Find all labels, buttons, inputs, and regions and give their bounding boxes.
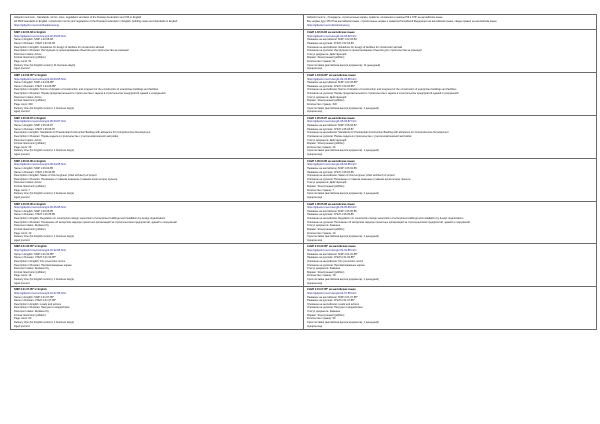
block-detail-line: Статус документа: Действующий [307, 138, 347, 142]
table-row [11, 115, 597, 158]
block-detail-line: Document status: Replaced by [14, 224, 49, 228]
table-row [11, 30, 597, 73]
block-detail-line: Название на английском: SNiP 1.04.03-85* [307, 81, 358, 85]
table-header-row [11, 15, 597, 30]
block-detail-line: Aged premod [14, 195, 30, 199]
block-detail-line: Description in Russian: Нормы задела в строительстве с учетом комплексной застройки [14, 134, 119, 138]
block-detail-line: Описание на русском: Положение о главном инженере (главном архитекторе) проекта [307, 177, 411, 181]
block-detail-line: Название на английском: SNiP 1.06.05-85 [307, 209, 357, 213]
block-url[interactable]: https://gidpoint.med.com/eng/2-01-02-85.html [14, 249, 66, 252]
block-detail-line: Page count: 40 [14, 145, 32, 149]
standard-cell-russian-5 [304, 244, 597, 287]
block-detail-line: Page count: 51 [14, 60, 32, 63]
block-detail-line: Статус документа: Действующий [307, 181, 347, 185]
block-detail-line: Формат: Электронный (pdf/doc) [307, 56, 345, 60]
block-detail-line: Описание на русском: Противопожарные нормы [307, 263, 365, 267]
block-detail-line: Document status: Active [14, 95, 42, 99]
block-detail-line: Document status: Active [14, 181, 42, 185]
block-title: СНиП 1.06.05-85 на английском языке [307, 202, 355, 206]
standard-cell-russian-1 [304, 72, 597, 115]
block-title: SNiP 1.06.04-85 in English [14, 159, 46, 163]
block-detail-line: Название на английском: SNiP 2.01.07-85* [307, 295, 358, 299]
block-detail-line: Document status: Replaced by [14, 267, 49, 271]
block-detail-line: Формат: Электронный (pdf/doc) [307, 185, 345, 188]
block-title: СНиП 1.02.03-83 на английском языке [307, 31, 355, 34]
block-detail-line: Delivery time (for English version): 1 business day(s) [14, 278, 74, 281]
block-detail-line: Aged premod [14, 238, 30, 242]
block-detail-line: Format: Electronic (pdf/doc) [14, 313, 46, 317]
block-detail-line: Описание на русском: Нормы задела в строительстве с учетом комплексной застройки [307, 134, 412, 138]
block-title: СНиП 1.05.03-87 на английском языке [307, 116, 355, 120]
block-detail-line: Page count: 50 [14, 317, 32, 321]
block-detail-line: Описание на русском: Положение об авторском надзоре проектных организаций за строительством предприятий, зданий и сооружений [307, 220, 470, 224]
block-title: СНиП 2.01.07-85* на английском языке [307, 288, 356, 292]
block-detail-line: Описание на английском: Standards for Presidential Construction Backlog with allowance for Comprehensive Development [307, 131, 449, 135]
block-detail-line: Name in English: SNiP 2.01.07-85* [14, 295, 54, 299]
block-detail-line: Delivery time (for English version): 1 business day(s) [14, 235, 74, 239]
block-detail-line: Description in English: Guidelines for design of facilities for construction abroad [14, 45, 105, 49]
block-detail-line: Page count: 320 [14, 102, 33, 106]
table-row [11, 201, 597, 244]
block-detail-line: Name in English: SNiP 1.02.03-83 [14, 38, 53, 42]
block-detail-line: Количество страниц: 18 [307, 274, 336, 278]
block-title: СНиП 2.01.02-85* на английском языке [307, 245, 356, 249]
block-title: SNiP 1.05.03-87 in English [14, 116, 46, 120]
block-detail-line: Название на русском: СНиП 2.01.02-85* [307, 256, 355, 260]
block-detail-line: Description in Russian: Нагрузки и воздействия [14, 306, 70, 310]
block-detail-line: Срок поставки (английская версия документа): 11 день(дней) [307, 63, 381, 67]
block-url[interactable]: https://gidpoint.med.com/eng/1-06-04-85.html [14, 163, 66, 167]
standard-cell-english-4 [11, 201, 304, 244]
block-detail-line: Description in English: Regulation on construction design supervision of enterprises buildings and installation by design organizations [14, 217, 166, 220]
block-url[interactable]: https://gidpoint.med.com/eng/1-05-03-87.html [14, 120, 66, 124]
block-detail-line: Delivery time (for English version): 1 business day(s) [14, 149, 74, 153]
block-detail-line: Document status: Replaced by [14, 310, 49, 313]
block-url[interactable]: https://gidpoint.med.com/eng/1-06-05-85.html [14, 206, 66, 210]
block-detail-line: Description in English: Norms of duration of construction and progress for the construction of enterprises buildings and facilities [14, 88, 159, 92]
block-detail-line: Аукцион мод [307, 67, 323, 71]
standard-cell-english-1 [11, 72, 304, 115]
block-url[interactable]: https://gidpoint.med.com/eng/1-04-03-85.html [14, 77, 66, 81]
block-detail-line: Document status: Active [14, 52, 42, 56]
block-url[interactable]: https://gidpoint.med.ru/eng/1-06-05-85.html [307, 206, 357, 210]
block-detail-line: Количество страниц: 7 [307, 188, 334, 192]
block-detail-line: Аукцион мод [307, 153, 323, 156]
block-url[interactable]: https://gidpoint.med.ru/eng/2-01-02-85.html [307, 249, 357, 252]
block-detail-line: Delivery time (for English version): 1 business day(s) [14, 320, 74, 324]
block-url[interactable]: https://gidpoint.med.com/eng/1-02-03-83.html [14, 34, 66, 38]
block-detail-line: Описание на английском: Regulation on construction design supervision of enterprises buildings and installation by design organizations [307, 217, 464, 220]
block-detail-line: Description in Russian: Противопожарные нормы [14, 263, 72, 267]
header-line: All SNiP standards in English, construction norms and regulations of the Russian Federation in English, building codes and standards in English [14, 20, 178, 23]
block-detail-line: Статус документа: Заменен [307, 224, 341, 228]
block-detail-line: Format: Electronic (pdf/doc) [14, 270, 46, 274]
table-row [11, 287, 597, 330]
block-detail-line: Название на английском: SNiP 2.01.02-85* [307, 252, 358, 256]
block-detail-line: Name in Russian: СНиП 2.01.07-85* [14, 299, 56, 303]
block-detail-line: Срок поставки (английская версия документа): 1 день(дней) [307, 235, 379, 239]
block-detail-line: Format: Electronic (pdf/doc) [14, 56, 46, 60]
block-detail-line: Название на русском: СНиП 1.06.04-85 [307, 170, 354, 174]
block-detail-line: Количество страниц: 51 [307, 60, 336, 63]
block-detail-line: Количество страниц: 40 [307, 145, 336, 149]
block-detail-line: Формат: Электронный (pdf/doc) [307, 227, 345, 231]
header-line[interactable]: https://gidpoint.med.ru/bookstore/eng [307, 24, 350, 27]
block-detail-line: Формат: Электронный (pdf/doc) [307, 99, 345, 103]
block-detail-line: Срок поставки (английская версия документа): 2 день(дней) [307, 192, 379, 196]
block-detail-line: Количество страниц: 320 [307, 102, 337, 106]
block-detail-line: Аукцион мод [307, 238, 323, 242]
block-detail-line: Статус документа: Действующий [307, 95, 347, 99]
block-detail-line: Name in Russian: СНиП 2.01.02-85* [14, 256, 56, 260]
standard-cell-english-0 [11, 30, 304, 73]
block-title: СНиП 1.06.04-85 на английском языке [307, 159, 355, 163]
block-detail-line: Количество страниц: 10 [307, 231, 336, 235]
block-detail-line: Name in English: SNiP 1.06.05-85 [14, 209, 53, 213]
block-detail-line: Aged premod [14, 67, 30, 71]
standards-catalog-table [10, 14, 597, 330]
block-url[interactable]: https://gidpoint.med.ru/eng/1-06-04-85.html [307, 163, 357, 167]
block-detail-line: Description in Russian: Инструкция по проектированию объектов для строительства за границей [14, 49, 129, 53]
table-row [11, 244, 597, 287]
standard-cell-english-6 [11, 287, 304, 330]
block-detail-line: Description in English: Fire prevention norms [14, 259, 66, 263]
block-detail-line: Name in English: SNiP 1.05.03-87 [14, 124, 53, 127]
table-body [11, 15, 597, 330]
block-detail-line: Аукцион мод [307, 110, 323, 114]
block-detail-line: Delivery time (for English version): 1 business day(s) [14, 106, 74, 110]
block-detail-line: Статус документа: Заменен [307, 267, 341, 271]
standard-cell-russian-4 [304, 201, 597, 244]
block-detail-line: Название на английском: SNiP 1.05.03-87 [307, 124, 357, 127]
block-detail-line: Name in English: SNiP 1.04.03-85* [14, 81, 54, 85]
standard-cell-russian-3 [304, 158, 597, 201]
block-detail-line: Description in English: Loads and actions [14, 302, 61, 306]
standard-cell-russian-6 [304, 287, 597, 330]
header-line: Все нормы друг СНиП на английском языке, строительные нормы и правила Российской Федерации на английском языке, своды правил на английском языке [307, 20, 497, 23]
block-detail-line: Description in English: Standards for Presidential Construction Backlog with allowance for Comprehensive Development [14, 131, 151, 135]
block-detail-line: Срок поставки (английская версия документа): 1 день(дней) [307, 320, 379, 324]
block-detail-line: Описание на английском: Loads and actions [307, 302, 360, 306]
block-detail-line: Description in English: Status of chief engineer (chief architect) of project [14, 174, 97, 178]
block-detail-line: Название на русском: СНиП 2.01.07-85* [307, 299, 355, 303]
block-detail-line: Format: Electronic (pdf/doc) [14, 185, 46, 188]
standard-cell-english-3 [11, 158, 304, 201]
block-detail-line: Name in English: SNiP 2.01.02-85* [14, 252, 54, 256]
block-detail-line: Срок поставки (английская версия документа): 1 день(дней) [307, 278, 379, 281]
block-title: SNiP 2.01.02-85* in English [14, 245, 47, 249]
standard-cell-english-2 [11, 115, 304, 158]
block-detail-line: Format: Electronic (pdf/doc) [14, 142, 46, 146]
block-url[interactable]: https://gidpoint.med.ru/eng/1-05-03-87.html [307, 120, 357, 124]
block-detail-line: Description in Russian: Положение о главном инженере (главном архитекторе) проекта [14, 177, 118, 181]
block-detail-line: Aged premod [14, 324, 30, 328]
block-detail-line: Delivery time (for English version): 11 business day(s) [14, 63, 76, 67]
block-url[interactable]: https://gidpoint.med.ru/eng/2-01-07-85.html [307, 291, 357, 295]
block-detail-line: Формат: Электронный (pdf/doc) [307, 270, 345, 274]
block-detail-line: Формат: Электронный (pdf/doc) [307, 142, 345, 146]
block-detail-line: Срок поставки (английская версия документа): 1 день(дней) [307, 106, 379, 110]
block-detail-line: Name in Russian: СНиП 1.05.03-87 [14, 127, 55, 131]
header-line: Gidpoint.med.ru - Стандарты, строительные нормы, правила, положения и законы РФ и СНГ на английском языке [307, 16, 443, 19]
header-cell-english [11, 15, 304, 30]
block-detail-line: Описание на английском: Guidelines for design of facilities for construction abroad [307, 45, 403, 49]
block-detail-line: Аукцион мод [307, 195, 323, 199]
block-detail-line: Аукцион мод [307, 281, 323, 285]
block-detail-line: Name in Russian: СНиП 1.06.05-85 [14, 213, 55, 217]
block-url[interactable]: https://gidpoint.med.com/eng/2-01-07-85.html [14, 291, 66, 295]
standard-cell-english-5 [11, 244, 304, 287]
block-detail-line: Описание на английском: Norms of duration of construction and progress for the construction of enterprises buildings and facilities [307, 88, 457, 92]
block-detail-line: Формат: Электронный (pdf/doc) [307, 313, 345, 317]
block-detail-line: Name in Russian: СНиП 1.04.03-85* [14, 84, 56, 88]
block-detail-line: Название на русском: СНиП 1.05.03-87 [307, 127, 354, 131]
header-cell-russian [304, 15, 597, 30]
block-detail-line: Описание на русском: Нормы продолжительности строительства и задела в строительстве предприятий зданий и сооружений [307, 92, 459, 95]
table-row [11, 158, 597, 201]
block-url[interactable]: https://gidpoint.med.ru/eng/1-02-03-83.html [307, 34, 357, 38]
block-title: SNiP 1.06.05-85 in English [14, 202, 46, 206]
block-detail-line: Количество страниц: 50 [307, 317, 336, 321]
header-line[interactable]: https://gidpoint.med.com/bookstore/eng [14, 24, 59, 27]
block-detail-line: Format: Electronic (pdf/doc) [14, 227, 46, 231]
block-detail-line: Format: Electronic (pdf/doc) [14, 99, 46, 103]
block-detail-line: Page count: 10 [14, 231, 32, 235]
block-detail-line: Срок поставки (английская версия документа): 1 день(дней) [307, 149, 379, 153]
block-detail-line: Description in Russian: Положение об авторском надзоре проектных организаций за строительством предприятий, зданий и сооружений [14, 220, 177, 224]
block-title: СНиП 1.04.03-85* на английском языке [307, 73, 356, 77]
block-detail-line: Статус документа: Действующий [307, 52, 347, 56]
standard-cell-russian-0 [304, 30, 597, 73]
block-detail-line: Название на английском: SNiP 1.06.04-85 [307, 166, 357, 170]
block-detail-line: Name in Russian: СНиП 1.06.04-85 [14, 170, 55, 174]
block-detail-line: Name in Russian: СНиП 1.02.03-83 [14, 41, 55, 45]
block-detail-line: Aged premod [14, 281, 30, 285]
block-detail-line: Описание на английском: Status of chief engineer (chief architect) of project [307, 174, 395, 178]
block-url[interactable]: https://gidpoint.med.ru/eng/1-04-03-85.html [307, 77, 357, 81]
table-row [11, 72, 597, 115]
block-detail-line: Название на русском: СНиП 1.06.05-85 [307, 213, 354, 217]
block-detail-line: Название на русском: СНиП 1.02.03-83 [307, 41, 354, 45]
block-detail-line: Название на английском: SNiP 1.02.03-83 [307, 38, 357, 42]
header-line: Gidpoint.med.com - Standards, norms, rules, regulations and laws of the Russian Federation and CIS in English [14, 16, 142, 19]
block-detail-line: Name in English: SNiP 1.06.04-85 [14, 166, 53, 170]
block-title: SNiP 1.02.03-83 in English [14, 31, 46, 34]
block-detail-line: Page count: 18 [14, 274, 32, 278]
standard-cell-russian-2 [304, 115, 597, 158]
block-detail-line: Aged premod [14, 153, 30, 156]
block-detail-line: Aged premod [14, 110, 30, 114]
block-detail-line: Описание на английском: Fire prevention norms [307, 259, 364, 263]
block-detail-line: Статус документа: Заменен [307, 310, 341, 313]
block-detail-line: Delivery time (for English version): 2 business day(s) [14, 192, 74, 196]
block-detail-line: Аукцион мод [307, 324, 323, 328]
block-detail-line: Description in Russian: Нормы продолжительности строительства и задела в строительстве предприятий зданий и сооружений [14, 92, 166, 95]
block-detail-line: Page count: 7 [14, 188, 30, 192]
block-detail-line: Название на русском: СНиП 1.04.03-85* [307, 84, 355, 88]
block-detail-line: Document status: Active [14, 138, 42, 142]
block-title: SNiP 1.04.03-85* in English [14, 73, 47, 77]
block-title: SNiP 2.01.07-85* in English [14, 288, 47, 292]
block-detail-line: Описание на русском: Нагрузки и воздействия [307, 306, 363, 310]
block-detail-line: Описание на русском: Инструкция по проектированию объектов для строительства за границей [307, 49, 422, 53]
